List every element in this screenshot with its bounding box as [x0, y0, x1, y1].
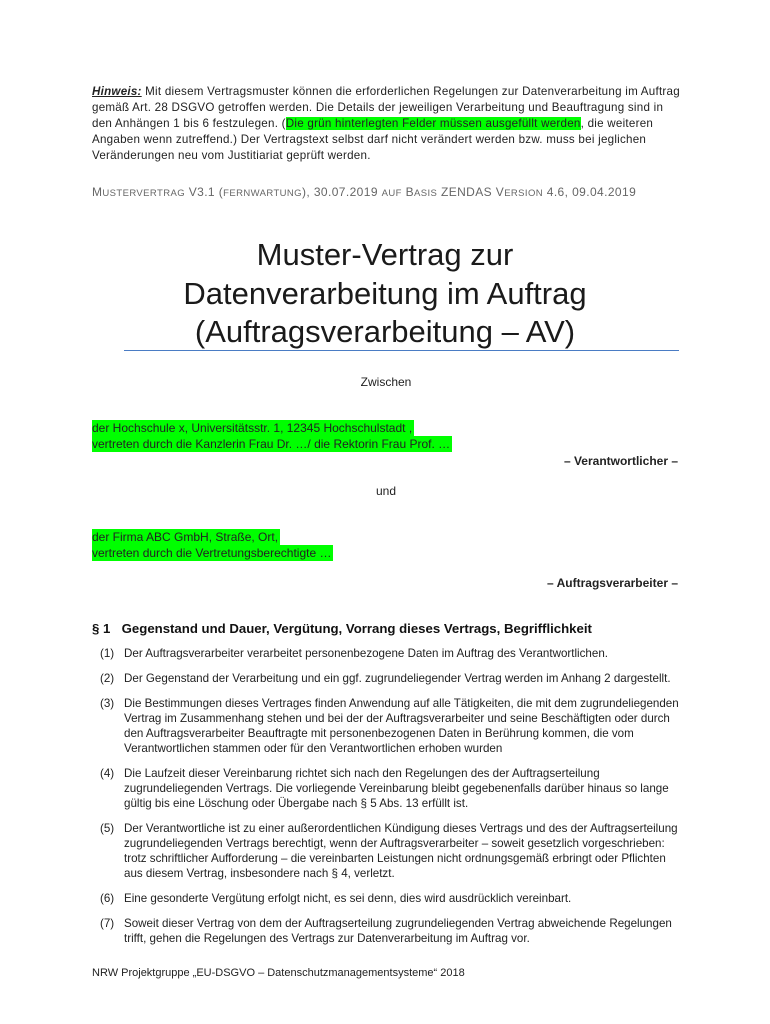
list-item	[92, 646, 682, 661]
between-label: Zwischen	[360, 375, 412, 389]
notice-text-end: , die weiteren Angaben wenn zutreffend.) Der Vertragstext selbst darf nicht verändert werden bzw. muss bei jeglichen Veränderungen neu vom Justitiariat geprüft werden.	[92, 116, 654, 162]
item-number: (6)	[100, 892, 115, 905]
section-items	[92, 646, 682, 956]
version-text: 4.6, 09.04.2019	[543, 185, 637, 199]
item-number: (2)	[100, 672, 115, 685]
list-item	[92, 766, 682, 811]
version-line	[92, 185, 692, 199]
version-text: AUF	[381, 188, 402, 199]
version-text: V3.1 (	[184, 185, 224, 199]
party-processor-line-1: der Firma ABC GmbH, Straße, Ort,	[92, 530, 279, 544]
version-text: USTERVERTRAG	[102, 188, 185, 199]
list-item	[92, 696, 682, 756]
section-number: § 1	[92, 621, 111, 636]
version-text: ASIS	[413, 188, 438, 199]
notice-label: Hinweis:	[92, 85, 142, 98]
party-controller-line-1: der Hochschule x, Universitätsstr. 1, 12345 Hochschulstadt ,	[92, 421, 413, 435]
notice-paragraph	[92, 84, 682, 164]
page-footer: NRW Projektgruppe „EU-DSGVO – Datenschutzmanagementsysteme“ 2018	[92, 967, 465, 979]
role-processor: – Auftragsverarbeiter –	[547, 576, 678, 590]
section-heading	[92, 621, 692, 636]
item-number: (7)	[100, 917, 115, 930]
item-text: Der Gegenstand der Verarbeitung und ein ggf. zugrundeliegender Vertrag werden im Anhang 2 dargestellt.	[124, 672, 671, 685]
list-item	[92, 671, 682, 686]
item-text: Die Laufzeit dieser Vereinbarung richtet sich nach den Regelungen des der Auftragserteilung zugrundeliegenden Vertrags. Die vorliegende Vereinbarung bleibt gegebenenfalls darüber hinaus so lange gültig bis eine Löschung oder Übergabe nach § 5 Abs. 13 erfüllt ist.	[124, 767, 669, 810]
party-processor	[92, 529, 333, 561]
section-title: Gegenstand und Dauer, Vergütung, Vorrang dieses Vertrags, Begrifflichkeit	[121, 621, 592, 636]
role-controller: – Verantwortlicher –	[563, 454, 678, 468]
party-controller	[92, 420, 452, 452]
list-item	[92, 891, 682, 906]
party-processor-line-2: vertreten durch die Vertretungsberechtigte …	[92, 546, 332, 560]
version-text: ZENDAS V	[437, 185, 505, 199]
title-rule	[124, 350, 679, 351]
list-item	[92, 821, 682, 881]
item-number: (4)	[100, 767, 115, 780]
version-text: B	[401, 185, 414, 199]
item-number: (1)	[100, 647, 115, 660]
item-number: (5)	[100, 822, 115, 835]
notice-highlight: Die grün hinterlegten Felder müssen ausgefüllt werden	[285, 116, 581, 130]
version-text: ERSION	[504, 188, 544, 199]
and-label: und	[375, 484, 397, 498]
list-item	[92, 916, 682, 946]
title-line-1: Muster-Vertrag zur	[256, 237, 514, 272]
title-line-3: (Auftragsverarbeitung – AV)	[194, 314, 576, 349]
item-text: Die Bestimmungen dieses Vertrages finden Anwendung auf alle Tätigkeiten, die mit dem zugrundeliegenden Vertrag im Zusammenhang stehen und bei der der Auftragsverarbeiter und seine Beschäftigten oder durch den Auftragsverarbeiter Beauftragte mit personenbezogenen Daten in Berührung kommen, die vom Verantwortlichen stammen oder für den Verantwortlichen erhoben wurden	[124, 697, 679, 755]
item-number: (3)	[100, 697, 115, 710]
item-text: Der Verantwortliche ist zu einer außerordentlichen Kündigung dieses Vertrags und des der Auftragserteilung zugrundeliegenden Vertrags berechtigt, wenn der Auftragsverarbeiter – soweit gesetzlich vorgeschrieben: trotz schriftlicher Aufforderung – die vereinbarten Leistungen nicht ordnungsgemäß erbringt oder Pflichten aus diesem Vertrag, insbesondere nach § 4, verletzt.	[124, 822, 678, 880]
item-text: Soweit dieser Vertrag von dem der Auftragserteilung zugrundeliegenden Vertrag abweichende Regelungen trifft, gehen die Regelungen des Vertrags zur Datenverarbeitung im Auftrag vor.	[124, 917, 672, 945]
party-controller-line-2: vertreten durch die Kanzlerin Frau Dr. …/ die Rektorin Frau Prof. …	[92, 437, 451, 451]
version-text: ), 30.07.2019	[301, 185, 382, 199]
item-text: Eine gesonderte Vergütung erfolgt nicht, es sei denn, dies wird ausdrücklich vereinbart.	[124, 892, 572, 905]
item-text: Der Auftragsverarbeiter verarbeitet personenbezogene Daten im Auftrag des Verantwortlichen.	[124, 647, 608, 660]
notice-text: Mit diesem Vertragsmuster können die erforderlichen Regelungen zur Datenverarbeitung im Auftrag gemäß Art. 28 DSGVO getroffen werden. Die Details der jeweiligen Verarbeitung und Beauftragung sind in den Anhängen 1 bis 6 festzulegen. (	[92, 85, 680, 130]
version-text: M	[92, 185, 103, 199]
version-text: FERNWARTUNG	[223, 188, 302, 199]
document-title	[90, 236, 680, 352]
title-line-2: Datenverarbeitung im Auftrag	[183, 275, 587, 311]
